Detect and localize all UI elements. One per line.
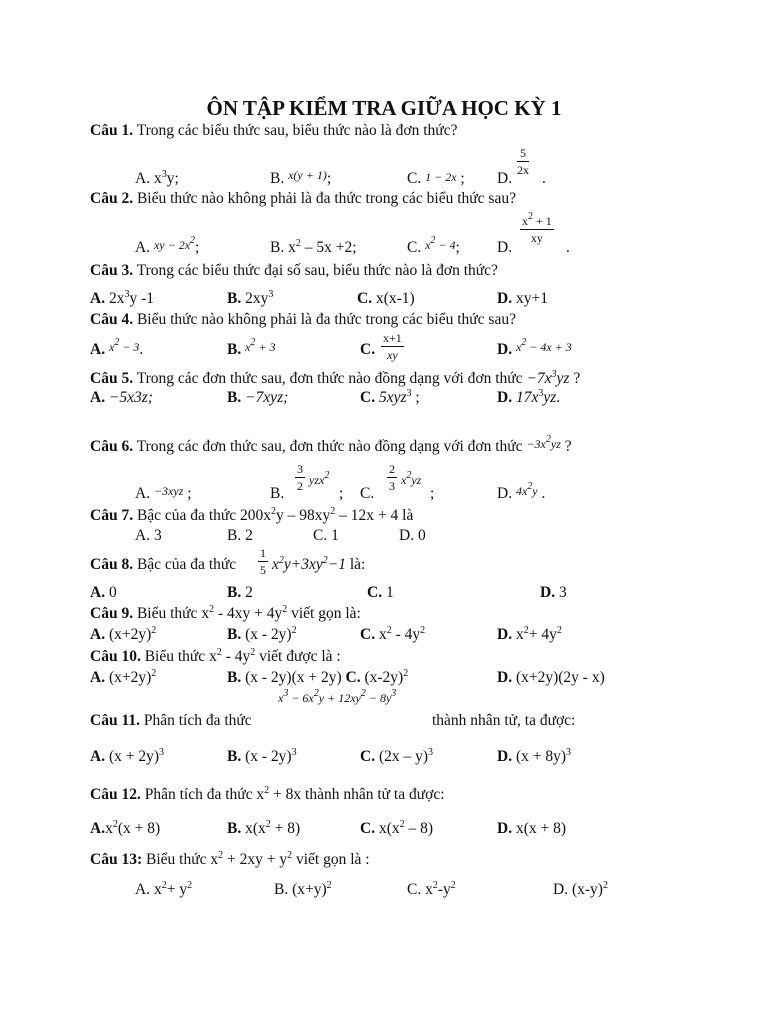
q12-option-a: $A.x^2(x + 8)$ [90,819,161,837]
q9-option-c: C. $x^2 - 4y^2$ [360,625,426,643]
q4-option-c: C. [360,341,376,358]
q3-option-b: B. $2xy^3$ [227,289,274,307]
question-11: Câu 11. Phân tích đa thức [90,712,252,729]
q2-option-c: C. $x^2 - 4$; [407,235,460,256]
q7-option-b: B. 2 [227,527,253,544]
q9-option-d: D. $x^2+ 4y^2$ [497,625,562,643]
question-5: Câu 5. Trong các đơn thức sau, đơn thức nào đồng dạng với đơn thức $-7x^3yz$ ? [90,369,581,387]
question-text: Trong các biểu thức sau, biểu thức nào là đơn thức? [136,122,458,139]
q1-option-a: A. $x^3y$; [135,169,179,187]
q8-option-a: A. 0 [90,584,117,601]
question-9: Câu 9. Biểu thức $x^2 - 4xy + 4y^2$ viết gọn là: [90,604,361,622]
q13-option-a: A. $x^2+ y^2$ [135,880,193,898]
q11-option-a: A. $(x + 2y)^3$ [90,747,165,765]
question-2: Câu 2. Biểu thức nào không phải là đa thức trong các biểu thức sau? [90,190,516,207]
q2-option-d: D. [497,239,513,256]
q4-option-c-fraction: $\frac{x+1}{xy}$ [383,331,402,362]
q6-option-c: C. [360,485,375,502]
question-10: Câu 10. Biểu thức $x^2 - 4y^2$ viết được là : [90,647,341,665]
q13-option-c: C. $x^2-y^2$ [407,880,456,898]
q1-option-b: B. $^{x(y + 1)}$; [270,168,332,187]
q1-option-d-fraction: $\frac{5}{2x}$ [517,146,529,177]
q8-option-d: D. 3 [540,584,567,601]
q8-fraction: $\frac{1}{5}$ [260,546,266,577]
q13-option-b: B. $(x+y)^2$ [274,880,332,898]
q9-option-a: A. $(x+2y)^2$ [90,625,157,643]
question-label: Câu 1. [90,122,134,139]
q10-option-a: A. $(x+2y)^2$ [90,668,157,686]
q5-option-b: B. −7xyz; [227,389,289,406]
question-12: Câu 12. Phân tích đa thức $x^2 + 8x$ thành nhân tử ta được: [90,785,445,803]
q13-option-d: D. $(x-y)^2$ [553,880,608,898]
q2-option-a: A. xy − $2x^2$; [135,235,200,256]
document-page: ÔN TẬP KIỂM TRA GIỮA HỌC KỲ 1 Câu 1. Trong các biểu thức sau, biểu thức nào là đơn thức? A. $x^3y$; B. $^{x(y + 1)}$; C. 1 − 2x ; D. $\frac{5}{2x}$ . Câu 2. Biểu thức nào không phải là đa thức trong các biểu thức sau? A. xy − $2x^2$; B. $x^2 - 5x +2$; C. $x^2 - 4$; D. $\frac{x^2 + 1}{xy}$ . Câu 3. Trong các biểu thức đại số sau, biểu thức nào là đơn thức? A. $2x^3y$ -1 B. $2xy^3$ C. x(x-1) D. xy+1 Câu 4. Biểu thức nào không phải là đa thức trong các biểu thức sau? A. $x^2 - 3$. B. $x^2 + 3$ C. $\frac{x+1}{xy}$ D. $x^2 - 4x + 3$ Câu 5. Trong các đơn thức sau, đơn thức nào đồng dạng với đơn thức $-7x^3yz$ ? A. −5x3z; B. −7xyz; C. 5xyz$^3$ ; D. $17x^3yz$. Câu 6. Trong các đơn thức sau, đơn thức nào đồng dạng với đơn thức $-3x^2yz$ ? A. −3xyz ; B. $\frac{3}{2}$ yzx$^2$ ; C. $\frac{2}{3}$ $x^2yz$ ; D. $4x^2y$ . Câu 7. Bậc của đa thức $200x^2y - 98xy^2 - 12x + 4$ là A. 3 B. 2 C. 1 D. 0 Câu 8. Bậc của đa thức $\frac{1}{5}$ $x^2y+3xy^2-1$ là: A. 0 B. 2 C. 1 D. 3 Câu 9. Biểu thức $x^2 - 4xy + 4y^2$ viết gọn là: A. $(x+2y)^2$ B. (x - 2y)$^2$ C. $x^2 - 4y^2$ D. $x^2+ 4y^2$ Câu 10. Biểu thức $x^2 - 4y^2$ viết được là : A. $(x+2y)^2$ B. (x - 2y)(x + 2y) C. $(x-2y)^2$ D. (x+2y)(2y - x) $x^3 - 6x^2y + 12xy^2 - 8y^3$ Câu 11. Phân tích đa thức thành nhân tử, ta được: A. $(x + 2y)^3$ B. (x - 2y)$^3$ C. (2x – y)$^3$ D. $(x + 8y)^3$ Câu 12. Phân tích đa thức $x^2 + 8x$ thành nhân tử ta được: $A.x^2(x + 8)$ B. $x(x^2 + 8)$ C. $x(x^2 - 8)$ D. x(x + 8) Câu 13: Biểu thức $x^2 + 2xy + y^2$ viết gọn là : A. $x^2+ y^2$ B. $(x+y)^2$ C. $x^2-y^2$ D. $(x-y)^2$ [0,0,768,1024]
q6-option-b: B. [270,485,285,502]
q6-option-b-fraction: $\frac{3}{2}$ [297,462,303,493]
q3-option-a: A. $2x^3y$ -1 [90,289,154,307]
q3-option-d: D. xy+1 [497,290,548,307]
q5-option-d: D. $17x^3yz$. [497,388,561,406]
q8-option-b: B. 2 [227,584,253,601]
question-7: Câu 7. Bậc của đa thức $200x^2y - 98xy^2 - 12x + 4$ là [90,506,414,524]
question-6: Câu 6. Trong các đơn thức sau, đơn thức nào đồng dạng với đơn thức $-3x^2yz$ ? [90,434,572,455]
question-3: Câu 3. Trong các biểu thức đại số sau, biểu thức nào là đơn thức? [90,262,498,279]
q12-option-b: B. $x(x^2 + 8)$ [227,819,301,837]
q10-option-b: B. (x - 2y)(x + 2y) C. $(x-2y)^2$ [227,668,409,686]
q2-option-b: B. $x^2 - 5x +2$; [270,238,357,256]
q6-option-a: A. −3xyz ; [135,484,192,502]
q1-option-c: C. 1 − 2x ; [407,170,465,187]
q5-option-a: A. −5x3z; [90,389,153,406]
question-4: Câu 4. Biểu thức nào không phải là đa thức trong các biểu thức sau? [90,311,516,328]
q4-option-a: A. $x^2 - 3$. [90,337,144,358]
q10-option-d: D. (x+2y)(2y - x) [497,669,605,686]
q11-option-b: B. (x - 2y)$^3$ [227,747,297,765]
page-title: ÔN TẬP KIỂM TRA GIỮA HỌC KỲ 1 [206,96,562,120]
q1-option-d: D. [497,170,513,187]
q7-option-a: A. 3 [135,527,162,544]
q9-option-b: B. (x - 2y)$^2$ [227,625,297,643]
q12-option-c: C. $x(x^2 - 8)$ [360,819,434,837]
q3-option-c: C. x(x-1) [357,290,415,307]
q6-option-c-fraction: $\frac{2}{3}$ [389,462,395,493]
q4-option-d: D. $x^2 - 4x + 3$ [497,337,572,358]
question-1 [90,122,457,140]
q11-option-c: C. (2x – y)$^3$ [360,747,434,765]
q5-option-c: C. 5xyz$^3$ ; [360,388,420,406]
q4-option-b: B. $x^2 + 3$ [227,337,276,358]
q8-option-c: C. 1 [367,584,394,601]
question-8: Câu 8. Bậc của đa thức [90,556,237,573]
q11-expression: $x^3 - 6x^2y + 12xy^2 - 8y^3$ [278,688,397,705]
q12-option-d: D. x(x + 8) [497,820,567,837]
q6-option-d: D. $4x^2y$ . [497,481,546,502]
q11-option-d: D. $(x + 8y)^3$ [497,747,572,765]
question-13: Câu 13: Biểu thức $x^2 + 2xy + y^2$ viết gọn là : [90,850,370,868]
q2-option-d-fraction: $\frac{x^2 + 1}{xy}$ [522,211,552,245]
q7-option-d: D. 0 [399,527,426,544]
q7-option-c: C. 1 [313,527,339,544]
